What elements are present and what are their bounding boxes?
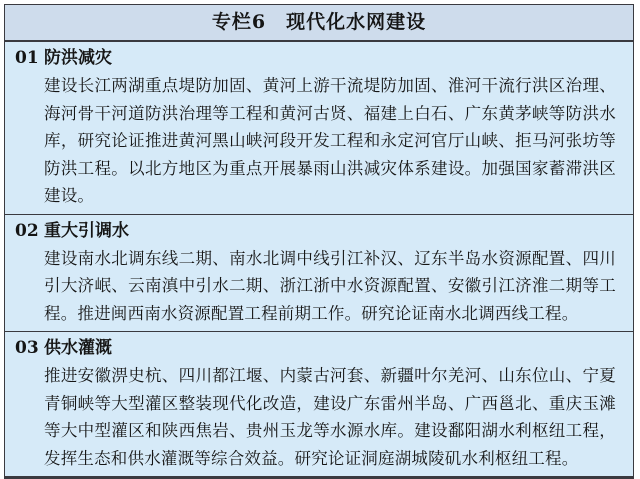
section-title: 供水灌溉 — [44, 338, 112, 358]
section-heading — [15, 335, 616, 362]
section-title: 重大引调水 — [44, 220, 129, 241]
section-heading — [15, 45, 616, 72]
section-body-text: 推进安徽淠史杭、四川都江堰、内蒙古河套、新疆叶尔羌河、山东位山、宁夏青铜峡等大型灌区整装现代化改造，建设广东雷州半岛、广西邕北、重庆玉滩等大中型灌区和陕西焦岩、贵州玉龙等水源水库。建设鄱阳湖水利枢纽工程，发挥生态和供水灌溉等综合效益。研究论证洞庭湖城陵矶水利枢纽工程。 — [44, 366, 616, 468]
section-water-supply-irrigation — [5, 331, 633, 476]
column-box-title: 专栏6 现代化水网建设 — [5, 5, 633, 42]
section-title: 防洪减灾 — [44, 48, 112, 68]
section-body-text: 建设南水北调东线二期、南水北调中线引江补汉、辽东半岛水资源配置、四川引大济岷、云南滇中引水二期、浙江浙中水资源配置、安徽引江济淮二期等工程。推进闽西南水资源配置工程前期工作。研究论证南水北调西线工程。 — [44, 248, 616, 323]
section-number: 01 — [15, 48, 39, 68]
section-number: 03 — [15, 338, 39, 358]
section-flood-control — [5, 42, 633, 214]
section-number: 02 — [15, 220, 39, 241]
column-box — [4, 4, 634, 479]
section-body-text: 建设长江两湖重点堤防加固、黄河上游干流堤防加固、淮河干流行洪区治理、海河骨干河道防洪治理等工程和黄河古贤、福建上白石、广东黄茅峡等防洪水库，研究论证推进黄河黑山峡河段开发工程和永定河官厅山峡、拒马河张坊等防洪工程。以北方地区为重点开展暴雨山洪减灾体系建设。加强国家蓄滞洪区建设。 — [44, 76, 616, 205]
section-water-diversion — [5, 214, 633, 332]
section-heading — [15, 218, 616, 245]
